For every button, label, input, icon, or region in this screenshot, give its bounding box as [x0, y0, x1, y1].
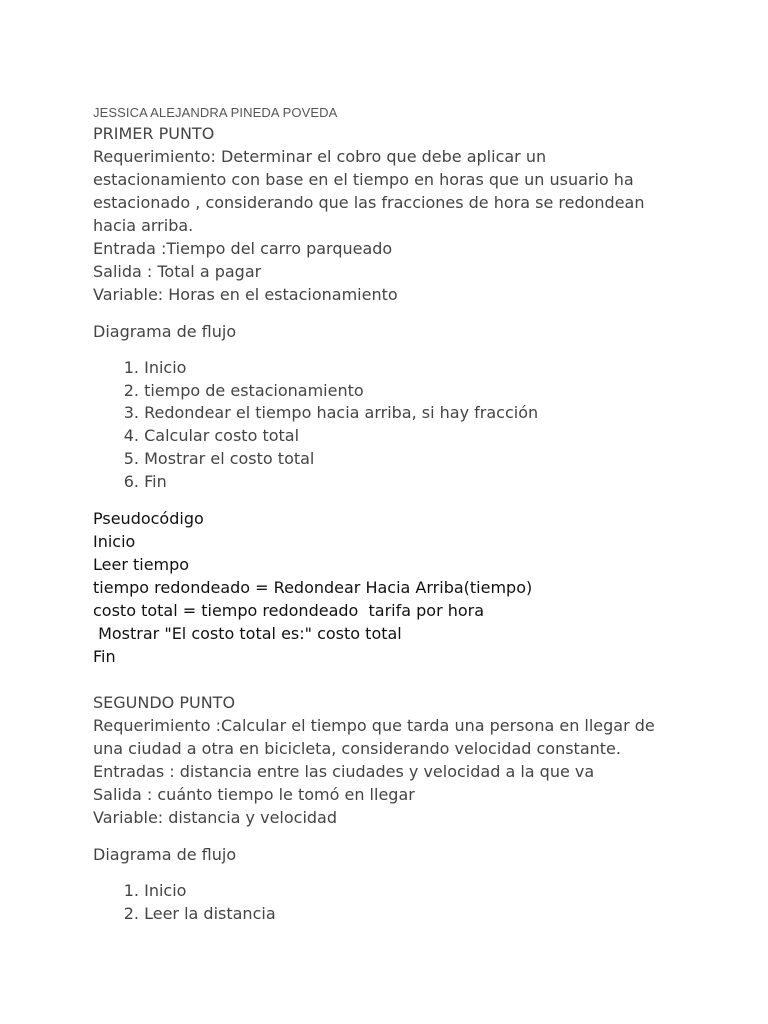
spacer	[93, 306, 733, 320]
document-page	[93, 104, 733, 926]
step-text: Calcular costo total	[144, 426, 300, 446]
spacer	[93, 343, 733, 357]
spacer	[93, 668, 733, 691]
step-text: tiempo de estacionamiento	[144, 380, 364, 400]
pseudocode-line: costo total = tiempo redondeado tarifa por hora	[93, 601, 485, 621]
step-number: 4.	[123, 426, 139, 446]
step-number: 3.	[123, 403, 139, 423]
output-line: Salida : Total a pagar	[93, 262, 262, 281]
flow-diagram-title: Diagrama de flujo	[93, 845, 237, 865]
pseudocode-line: Mostrar "El costo total es:" costo total	[93, 624, 402, 644]
step-text: Inicio	[144, 881, 187, 901]
pseudocode-line: tiempo redondeado = Redondear Hacia Arriba(tiempo)	[93, 578, 533, 598]
flow-steps-list	[93, 357, 733, 493]
list-item	[93, 471, 733, 494]
requirement-line: Requerimiento: Determinar el cobro que debe aplicar un	[93, 147, 547, 166]
requirement-line: estacionado , considerando que las fracciones de hora se redondean	[93, 193, 645, 212]
step-text: Mostrar el costo total	[144, 448, 315, 468]
variable-line: Variable: distancia y velocidad	[93, 808, 338, 828]
step-text: Inicio	[144, 358, 187, 377]
flow-steps-list	[93, 880, 733, 925]
spacer	[93, 829, 733, 843]
list-item	[93, 448, 733, 471]
pseudocode-title: Pseudocódigo	[93, 509, 204, 529]
step-number: 2.	[123, 380, 139, 400]
input-line: Entradas : distancia entre las ciudades y velocidad a la que va	[93, 762, 595, 782]
variable-line: Variable: Horas en el estacionamiento	[93, 285, 398, 304]
list-item	[93, 903, 733, 926]
section-title-segundo-punto: SEGUNDO PUNTO	[93, 693, 236, 713]
requirement-line: Requerimiento :Calcular el tiempo que tarda una persona en llegar de	[93, 716, 655, 736]
section-title-primer-punto: PRIMER PUNTO	[93, 124, 215, 143]
step-number: 1.	[123, 358, 139, 377]
requirement-line: una ciudad a otra en bicicleta, considerando velocidad constante.	[93, 739, 621, 759]
requirement-line: hacia arriba.	[93, 216, 194, 235]
list-item	[93, 402, 733, 425]
list-item	[93, 380, 733, 403]
pseudocode-line: Inicio	[93, 532, 136, 552]
step-text: Leer la distancia	[144, 903, 276, 923]
flow-diagram-title: Diagrama de flujo	[93, 322, 237, 341]
step-number: 6.	[123, 471, 139, 491]
step-text: Redondear el tiempo hacia arriba, si hay fracción	[144, 403, 539, 423]
spacer	[93, 866, 733, 880]
pseudocode-block	[93, 507, 733, 668]
step-number: 2.	[123, 903, 139, 923]
output-line: Salida : cuánto tiempo le tomó en llegar	[93, 785, 415, 805]
input-line: Entrada :Tiempo del carro parqueado	[93, 239, 393, 258]
step-number: 1.	[123, 881, 139, 901]
step-number: 5.	[123, 448, 139, 468]
spacer	[93, 493, 733, 507]
pseudocode-line: Fin	[93, 647, 116, 667]
list-item	[93, 425, 733, 448]
list-item	[93, 880, 733, 903]
author-name: JESSICA ALEJANDRA PINEDA POVEDA	[93, 105, 338, 120]
list-item	[93, 357, 733, 380]
requirement-line: estacionamiento con base en el tiempo en horas que un usuario ha	[93, 170, 634, 189]
step-text: Fin	[144, 471, 167, 491]
pseudocode-line: Leer tiempo	[93, 555, 190, 575]
